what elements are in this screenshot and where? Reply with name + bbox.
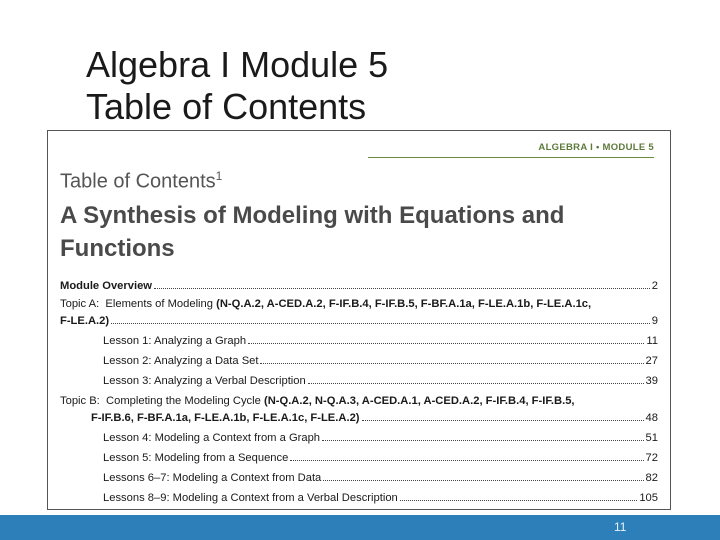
toc-entry-topic-b — [60, 395, 658, 411]
toc-entry-lesson-3 — [60, 374, 658, 390]
document-title — [60, 199, 660, 265]
dot-leader — [400, 491, 638, 501]
toc-topic-prefix: Topic A: — [60, 298, 100, 310]
toc-heading — [60, 169, 222, 194]
toc-entry-lesson-5 — [60, 451, 658, 467]
toc-entry-label: Lesson 2: Analyzing a Data Set — [103, 355, 259, 367]
toc-entry-label: Module Overview — [60, 280, 153, 292]
footnote-marker: 1 — [215, 169, 223, 183]
toc-entry-label: Lesson 5: Modeling from a Sequence — [103, 452, 289, 464]
dot-leader — [323, 471, 643, 481]
toc-entry-page: 27 — [645, 355, 658, 367]
toc-entry-lesson-1 — [60, 334, 658, 350]
dot-leader — [154, 279, 650, 289]
toc-entry-label: Lessons 6–7: Modeling a Context from Data — [103, 472, 322, 484]
toc-entry-lessons-6-7 — [60, 471, 658, 487]
toc-entry-page: 39 — [645, 375, 658, 387]
dot-leader — [290, 451, 643, 461]
toc-topic-standards: (N-Q.A.2, N-Q.A.3, A-CED.A.1, A-CED.A.2, F-IF.B.4, F-IF.B.5, — [263, 395, 575, 407]
dot-leader — [111, 314, 650, 324]
header-rule — [368, 157, 654, 158]
toc-topic-standards-cont: F-IF.B.6, F-BF.A.1a, F-LE.A.1b, F-LE.A.1c, F-LE.A.2) — [91, 412, 360, 424]
document-running-header: ALGEBRA I • MODULE 5 — [538, 142, 654, 153]
toc-entry-page: 105 — [639, 492, 658, 504]
toc-entry-lessons-8-9 — [60, 491, 658, 507]
dot-leader — [248, 334, 644, 344]
slide-title-line-2: Table of Contents — [86, 86, 367, 127]
toc-entry-topic-b-continued — [60, 411, 658, 427]
dot-leader — [362, 411, 644, 421]
dot-leader — [308, 374, 644, 384]
toc-entry-page: 72 — [645, 452, 658, 464]
toc-topic-standards: (N-Q.A.2, A-CED.A.2, F-IF.B.4, F-IF.B.5, F-BF.A.1a, F-LE.A.1b, F-LE.A.1c, — [216, 298, 592, 310]
dot-leader — [260, 354, 643, 364]
footer-bar — [0, 515, 720, 540]
slide-title-line-1: Algebra I Module 5 — [86, 44, 389, 85]
toc-entry-label: Lesson 3: Analyzing a Verbal Description — [103, 375, 306, 387]
toc-entry-topic-a — [60, 298, 658, 314]
toc-topic-prefix: Topic B: — [60, 395, 100, 407]
document-page-image — [47, 130, 671, 510]
slide-page-number: 11 — [614, 520, 627, 534]
toc-topic-label: Elements of Modeling — [105, 298, 213, 310]
toc-heading-text: Table of Contents — [60, 170, 216, 193]
document-title-line-1: A Synthesis of Modeling with Equations and — [60, 202, 565, 229]
toc-entry-page: 82 — [645, 472, 658, 484]
toc-topic-standards-cont: F-LE.A.2) — [60, 315, 110, 327]
toc-entry-page: 11 — [646, 335, 658, 347]
toc-entry-label: Lesson 1: Analyzing a Graph — [103, 335, 247, 347]
document-title-line-2: Functions — [60, 235, 175, 262]
toc-entry-page: 9 — [651, 315, 658, 327]
toc-entry-module-overview — [60, 279, 658, 295]
toc-entry-lesson-4 — [60, 431, 658, 447]
toc-entry-label: Lessons 8–9: Modeling a Context from a Verbal Description — [103, 492, 398, 504]
toc-entry-label: Lesson 4: Modeling a Context from a Graph — [103, 432, 321, 444]
dot-leader — [322, 431, 644, 441]
toc-entry-topic-a-continued — [60, 314, 658, 330]
slide-title — [86, 44, 388, 128]
toc-entry-page: 2 — [651, 280, 658, 292]
toc-topic-label: Completing the Modeling Cycle — [106, 395, 261, 407]
toc-entry-lesson-2 — [60, 354, 658, 370]
toc-entry-page: 48 — [645, 412, 658, 424]
toc-entry-page: 51 — [645, 432, 658, 444]
